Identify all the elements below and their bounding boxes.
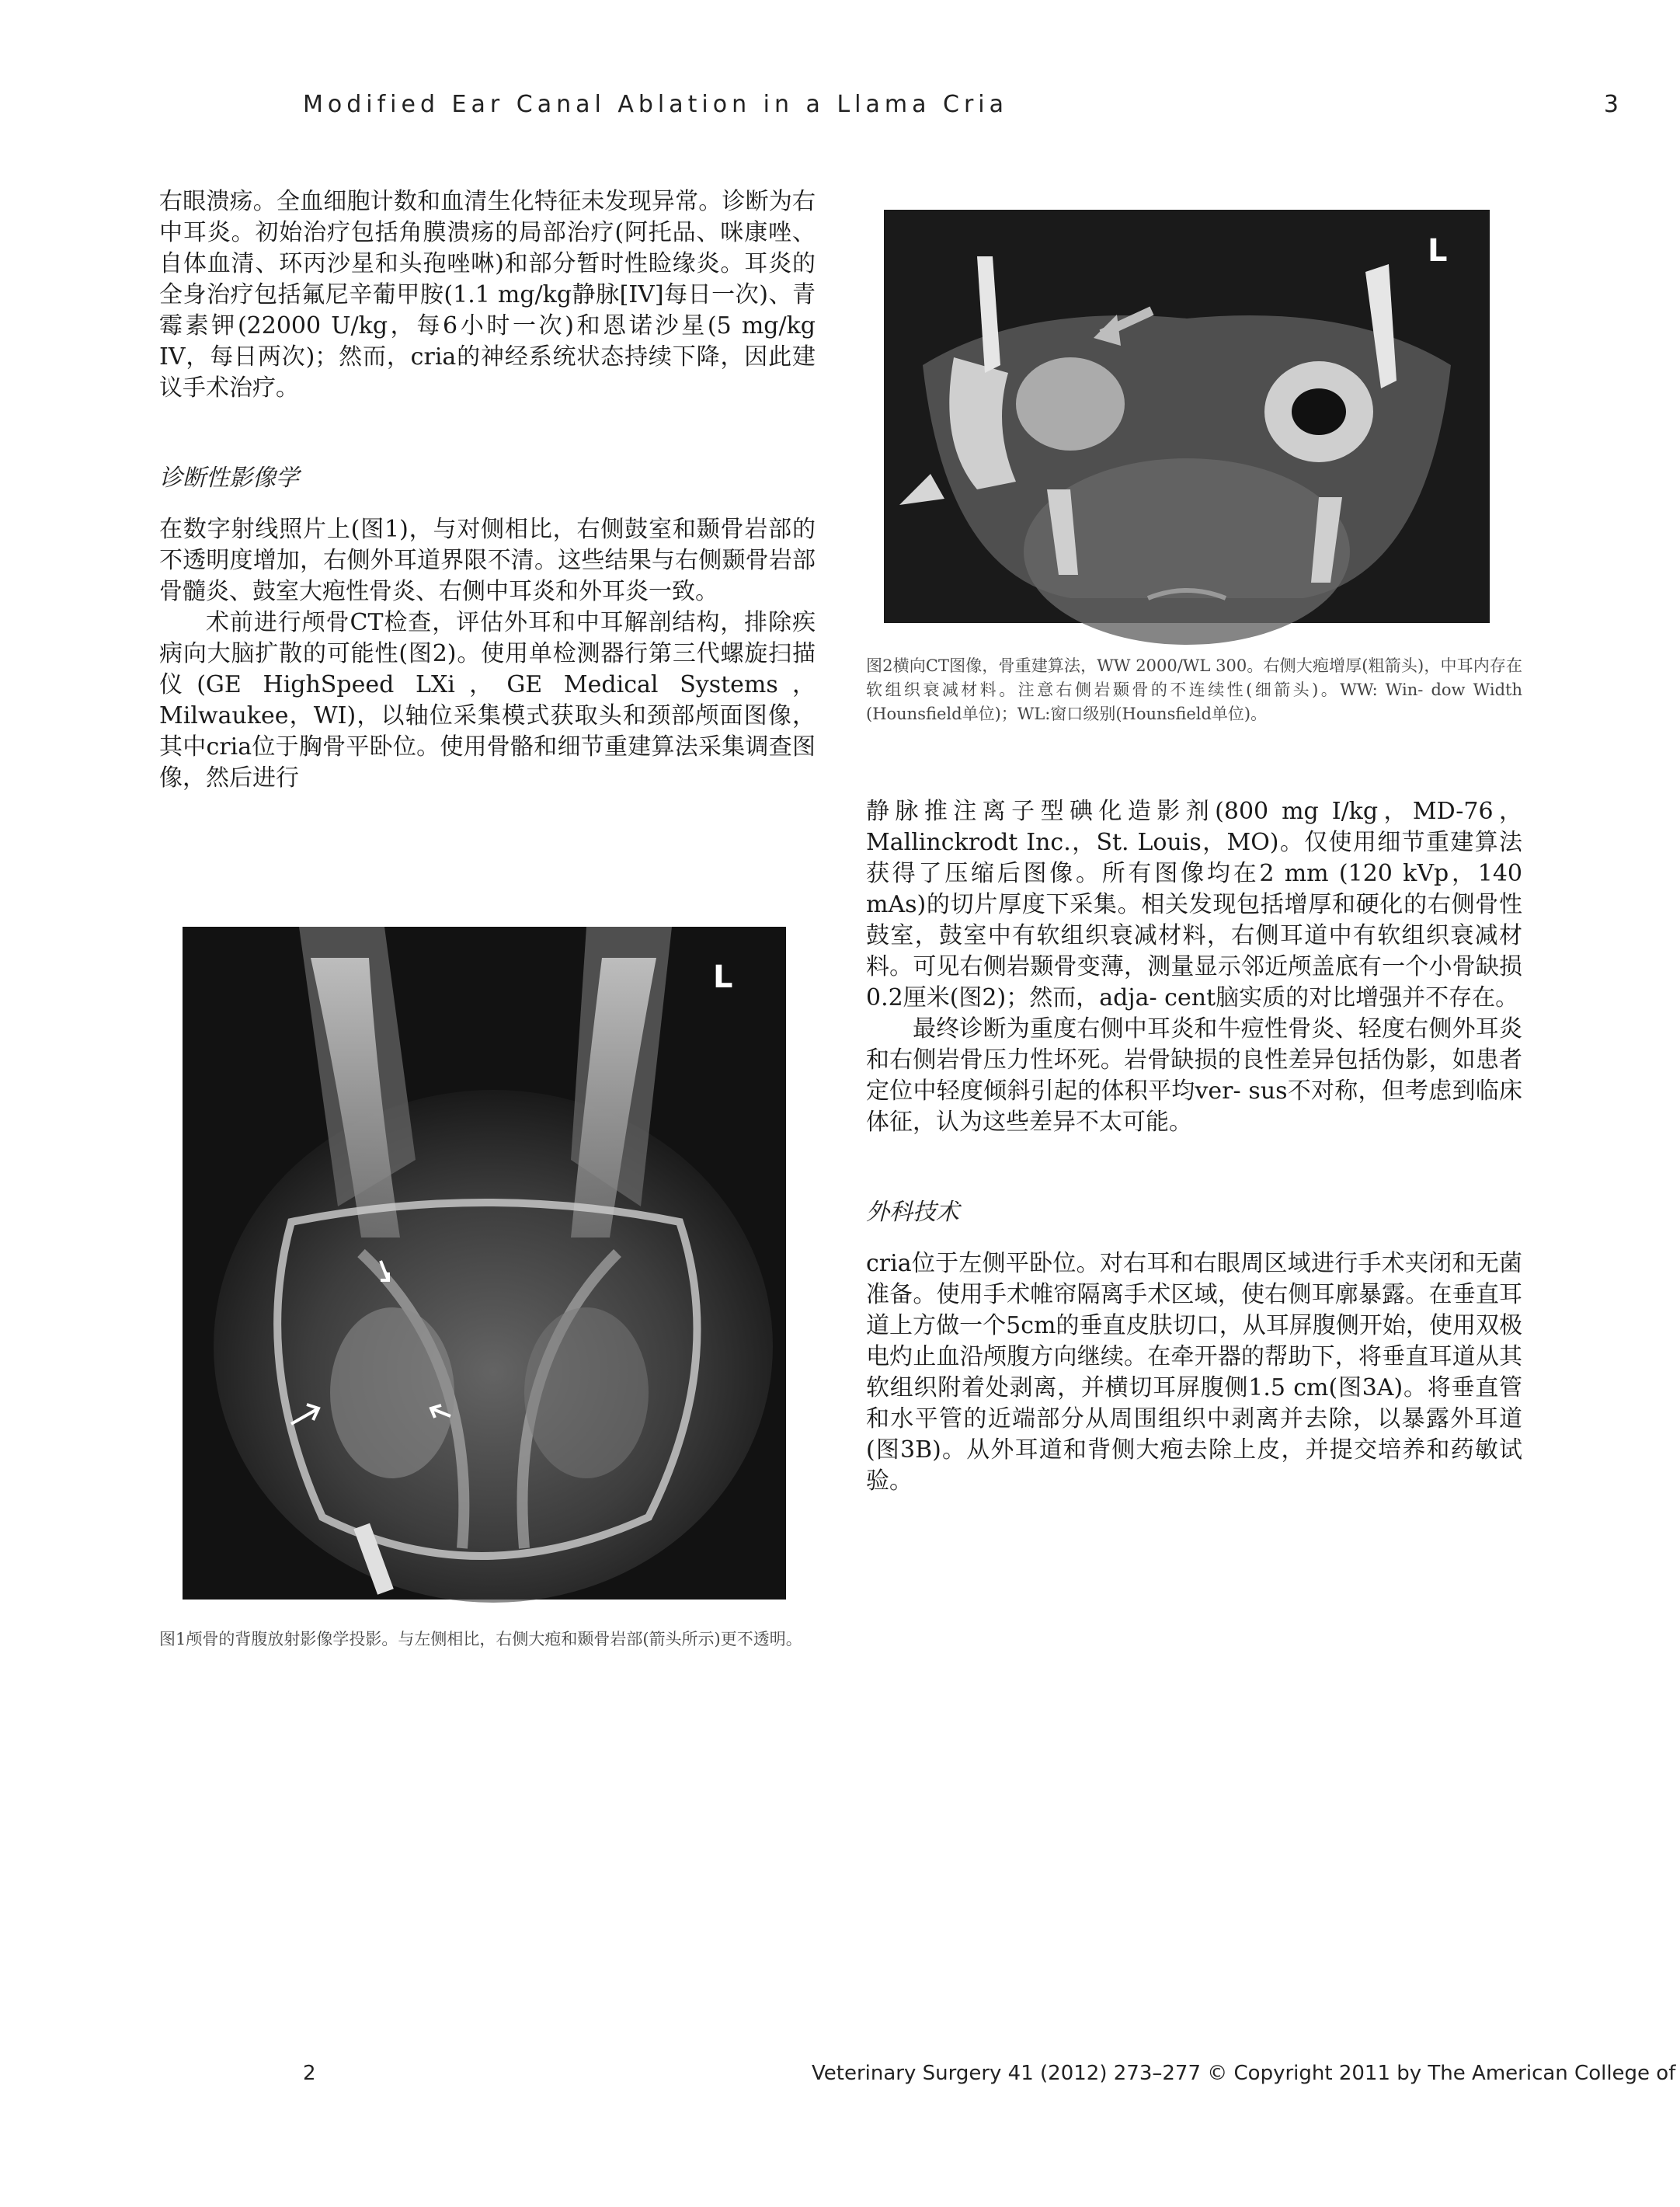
figure-2-orientation-label: L [1428,233,1448,269]
intro-paragraph: 右眼溃疡。全血细胞计数和血清生化特征未发现异常。诊断为右中耳炎。初始治疗包括角膜溃疡的局部治疗(阿托品、咪康唑、自体血清、环丙沙星和头孢唑啉)和部分暂时性睑缘炎。耳炎的全身治疗包括氟尼辛葡甲胺(1.1 mg/kg静脉[IV]每日一次)、青霉素钾(22000 U/kg，每6小时一次)和恩诺沙星(5 mg/kg IV，每日两次)；然而，cria的神经系统状态持续下降，因此建议手术治疗。 [159,188,816,402]
left-column [159,186,816,794]
running-title: Modified Ear Canal Ablation in a Llama Cria [303,91,1009,118]
section-heading-diagnostic-imaging: 诊断性影像学 [159,465,299,492]
section-heading-surgical-technique: 外科技术 [866,1199,959,1226]
imaging-paragraph-1: 在数字射线照片上(图1)，与对侧相比，右侧鼓室和颞骨岩部的不透明度增加，右侧外耳道界限不清。这些结果与右侧颞骨岩部骨髓炎、鼓室大疱性骨炎、右侧中耳炎和外耳炎一致。 [159,516,816,605]
right-column [866,796,1522,1497]
header-page-number: 3 [1603,91,1623,118]
figure-2-caption: 图2横向CT图像，骨重建算法，WW 2000/WL 300。右侧大疱增厚(粗箭头)，中耳内存在软组织衰减材料。注意右侧岩颞骨的不连续性(细箭头)。WW: Win- dow Width (Hounsfield单位)；WL:窗口级别(Hounsfield单位)。 [866,656,1522,723]
ct-image [884,210,1490,623]
figure-1-orientation-label: L [713,959,733,995]
ct-paragraph-2: 最终诊断为重度右侧中耳炎和牛痘性骨炎、轻度右侧外耳炎和右侧岩骨压力性坏死。岩骨缺损的良性差异包括伪影，如患者定位中轻度倾斜引起的体积平均ver- sus不对称，但考虑到临床体征，认为这些差异不太可能。 [866,1015,1522,1136]
footer-page-number: 2 [303,2062,316,2085]
imaging-paragraph-2: 术前进行颅骨CT检查，评估外耳和中耳解剖结构，排除疾病向大脑扩散的可能性(图2)。使用单检测器行第三代螺旋扫描仪(GE HighSpeed LXi，GE Medical Systems，Milwaukee，WI)，以轴位采集模式获取头和颈部颅面图像，其中cria位于胸骨平卧位。使用骨骼和细节重建算法采集调查图像，然后进行 [159,609,816,792]
running-header [303,84,1623,118]
surgery-paragraph: cria位于左侧平卧位。对右耳和右眼周区域进行手术夹闭和无菌准备。使用手术帷帘隔离手术区域，使右侧耳廓暴露。在垂直耳道上方做一个5cm的垂直皮肤切口，从耳屏腹侧开始，使用双极电灼止血沿颅腹方向继续。在牵开器的帮助下，将垂直耳道从其软组织附着处剥离，并横切耳屏腹侧1.5 cm(图3A)。将垂直管和水平管的近端部分从周围组织中剥离并去除，以暴露外耳道(图3B)。从外耳道和背侧大疱去除上皮，并提交培养和药敏试验。 [866,1250,1522,1495]
ct-paragraph-1: 静脉推注离子型碘化造影剂(800 mg I/kg，MD-76，Mallinckrodt Inc.，St. Louis，MO)。仅使用细节重建算法获得了压缩后图像。所有图像均在2 mm (120 kVp，140 mAs)的切片厚度下采集。相关发现包括增厚和硬化的右侧骨性鼓室，鼓室中有软组织衰减材料，右侧耳道中有软组织衰减材料。可见右侧岩颞骨变薄，测量显示邻近颅盖底有一个小骨缺损0.2厘米(图2)；然而，adja- cent脑实质的对比增强并不存在。 [866,798,1522,1011]
figure-1-radiograph [183,927,786,1600]
running-footer [295,2059,1676,2085]
figure-2-ct-image [884,210,1490,623]
figure-1-caption: 图1颅骨的背腹放射影像学投影。与左侧相比，右侧大疱和颞骨岩部(箭头所示)更不透明。 [159,1630,802,1648]
footer-citation: Veterinary Surgery 41 (2012) 273–277 © Copyright 2011 by The American College of [812,2062,1676,2085]
radiograph-image [183,927,786,1600]
